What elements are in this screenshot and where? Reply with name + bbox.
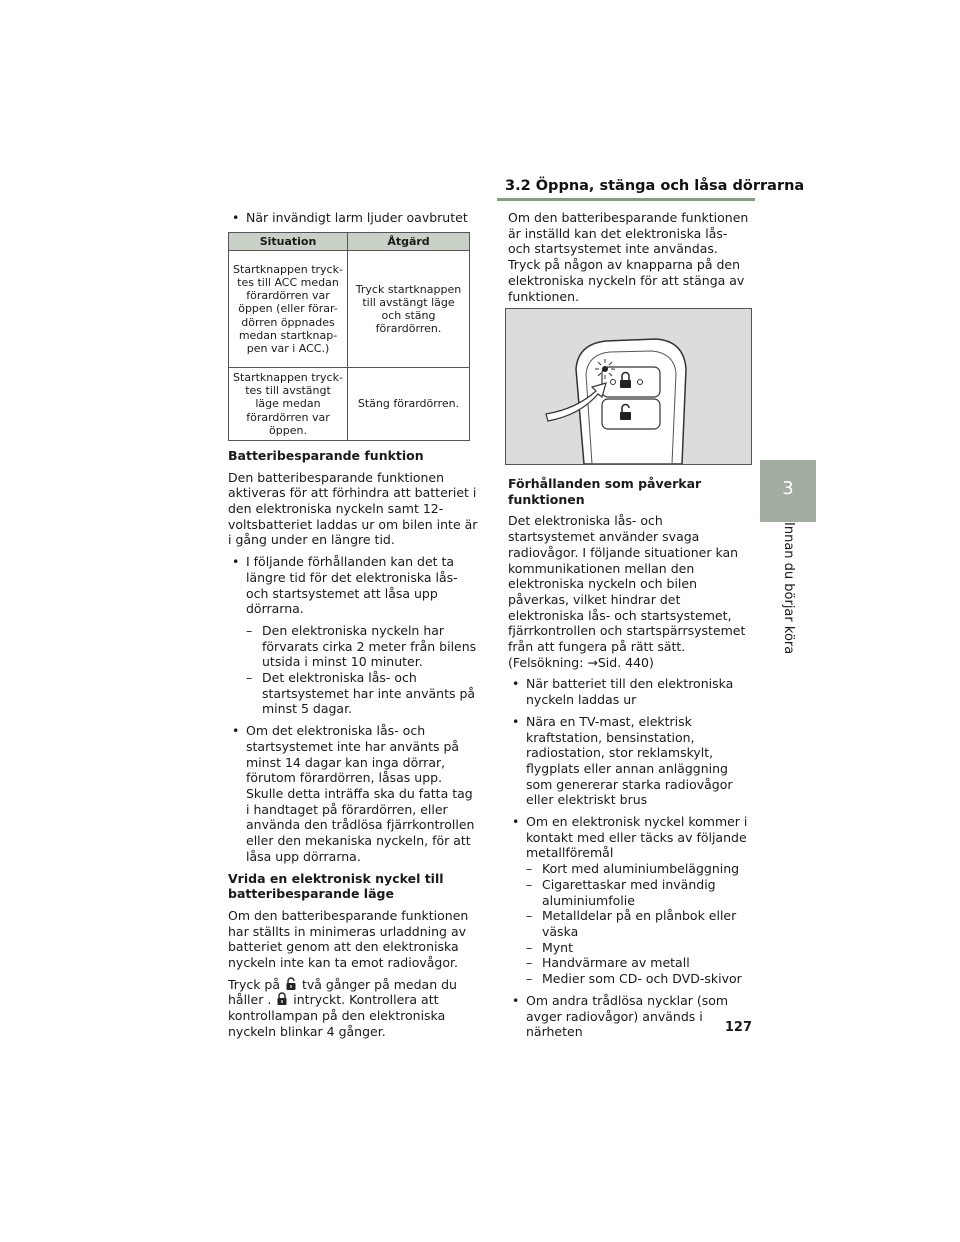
page-header-title: 3.2 Öppna, stänga och låsa dörrarna [505,178,805,194]
intro-bullet [228,210,478,226]
dash-mark: – [246,670,253,686]
sub-item-text: Den elektroniska nyckeln har förvarats cirka 2 meter från bilens utsida i minst 10 minuter. [262,622,477,670]
table-row [229,367,470,440]
list-item [508,814,753,861]
list-item [228,554,478,617]
key-mode-heading: Vrida en elektronisk nyckel till batteribesparande läge [228,870,444,902]
dash-mark: – [526,861,533,877]
press-text-c: intryckt. Kontrollera att kontrollampan på den elektroniska nyckeln blinkar 4 gånger. [228,992,446,1039]
dash-mark: – [526,939,533,955]
dash-mark: – [246,622,253,638]
chapter-number: 3 [782,478,794,499]
sub-item-text: Cigarettaskar med invändig aluminiumfolie [542,876,716,908]
dash-mark: – [526,955,533,971]
sub-list-item [228,623,478,670]
key-drawing [506,309,751,464]
dash-mark: – [526,908,533,924]
dash-mark: – [526,971,533,987]
right-column-bottom [508,476,753,1046]
sub-item-text: Mynt [542,939,574,955]
header-rule [497,198,755,201]
battery-heading: Batteribesparande funktion [228,447,424,463]
conditions-heading: Förhållanden som påverkar funktionen [508,476,702,507]
bullet-text: Om det elektroniska lås- och startsystemet inte har använts på minst 14 dagar kan inga dörrar, förutom förardörren, låsas upp. Skulle detta inträffa ska du fatta tag i handtaget på förardörren, eller använda den trådlösa fjärrkontrollen eller den mekaniska nyckeln, för att låsa upp dörrarna. [246,723,475,864]
page-number: 127 [724,1020,752,1035]
press-text-a: Tryck på [228,976,281,992]
list-item [508,676,753,707]
sub-list-item [228,670,478,717]
sub-list-item [508,955,753,971]
right-column-top [508,210,753,310]
table-cell-action: Stäng förardörren. [348,367,470,440]
bullet-dot: • [512,713,520,729]
sub-item-text: Handvärmare av metall [542,955,690,971]
bullet-dot: • [512,814,520,830]
bullet-dot: • [232,554,240,570]
situation-table [228,232,470,441]
sub-list-item [508,908,753,939]
battery-paragraph: Den batteribesparande funktionen aktiveras för att förhindra att batteriet i den elektroniska nyckeln samt 12-voltsbatteriet laddas ur om bilen inte är i gång under en längre tid. [228,469,478,548]
conditions-paragraph: Det elektroniska lås- och startsystemet använder svaga radiovågor. I följande situationer kan kommunikationen mellan den elektroniska nyckeln och bilen påverkas, vilket hindrar det elektroniska lås- och startsystemet, fjärrkontrollen och startspärrsystemet från att fungera på rätt sätt. (Felsökning: →Sid. 440) [508,513,746,670]
sub-list-item [508,861,753,877]
dash-mark: – [526,876,533,892]
bullet-text: När batteriet till den elektroniska nyckeln laddas ur [526,676,734,708]
bullet-dot: • [512,992,520,1008]
sub-item-text: Medier som CD- och DVD-skivor [542,971,742,987]
bullet-text: Om andra trådlösa nycklar (som avger radiovågor) används i närheten [526,992,729,1040]
key-mode-paragraph: Om den batteribesparande funktionen har ställts in minimeras urladdning av batteriet genom att den elektroniska nyckeln inte kan ta emot radiovågor. [228,907,469,971]
list-item [228,723,478,864]
sub-list-item [508,877,753,908]
left-column [228,210,478,1046]
battery-saving-note: Om den batteribesparande funktionen är inställd kan det elektroniska lås- och startsystemet inte användas. Tryck på någon av knapparna på den elektroniska nyckeln för att stänga av funktionen. [508,210,749,304]
table-cell-situation: Startknappen tryck-tes till ACC medan förardörren var öppen (eller förar-dörren öppnades medan startknap-pen var i ACC.) [229,250,348,367]
bullet-text: I följande förhållanden kan det ta längre tid för det elektroniska lås- och startsystemet att låsa upp dörrarna. [246,554,458,617]
bullet-dot: • [512,676,520,692]
table-cell-action: Tryck startknappen till avstängt läge och stäng förardörren. [348,250,470,367]
bullet-dot: • [232,210,240,225]
press-instruction [228,977,478,1040]
table-header-action: Åtgärd [348,232,470,250]
sub-item-text: Metalldelar på en plånbok eller väska [542,908,737,939]
bullet-text: Nära en TV-mast, elektrisk kraftstation, bensinstation, radiostation, stor reklamskylt, flygplats eller annan anläggning som genererar starka radiovågor eller elektriskt brus [526,713,733,808]
bullet-text: Om en elektronisk nyckel kommer i kontakt med eller täcks av följande metallföremål [526,814,748,861]
sub-item-text: Det elektroniska lås- och startsystemet har inte använts på minst 5 dagar. [262,670,476,717]
chapter-side-text: Innan du börjar köra [781,522,796,655]
sub-list-item [508,971,753,987]
electronic-key-illustration [505,308,752,465]
sub-list-item [508,940,753,956]
list-item [508,714,753,808]
sub-item-text: Kort med aluminiumbeläggning [542,861,740,877]
press-text-b: två gånger på medan du håller . [228,976,457,1008]
bullet-dot: • [232,723,240,739]
intro-bullet-text: När invändigt larm ljuder oavbrutet [246,210,468,225]
table-header-situation: Situation [229,232,348,250]
list-item [508,993,753,1040]
table-row [229,250,470,367]
table-cell-situation: Startknappen tryck-tes till avstängt läge medan förardörren var öppen. [229,367,348,440]
unlock-icon [284,977,298,991]
chapter-side-label [774,522,798,662]
lock-icon [275,992,289,1006]
